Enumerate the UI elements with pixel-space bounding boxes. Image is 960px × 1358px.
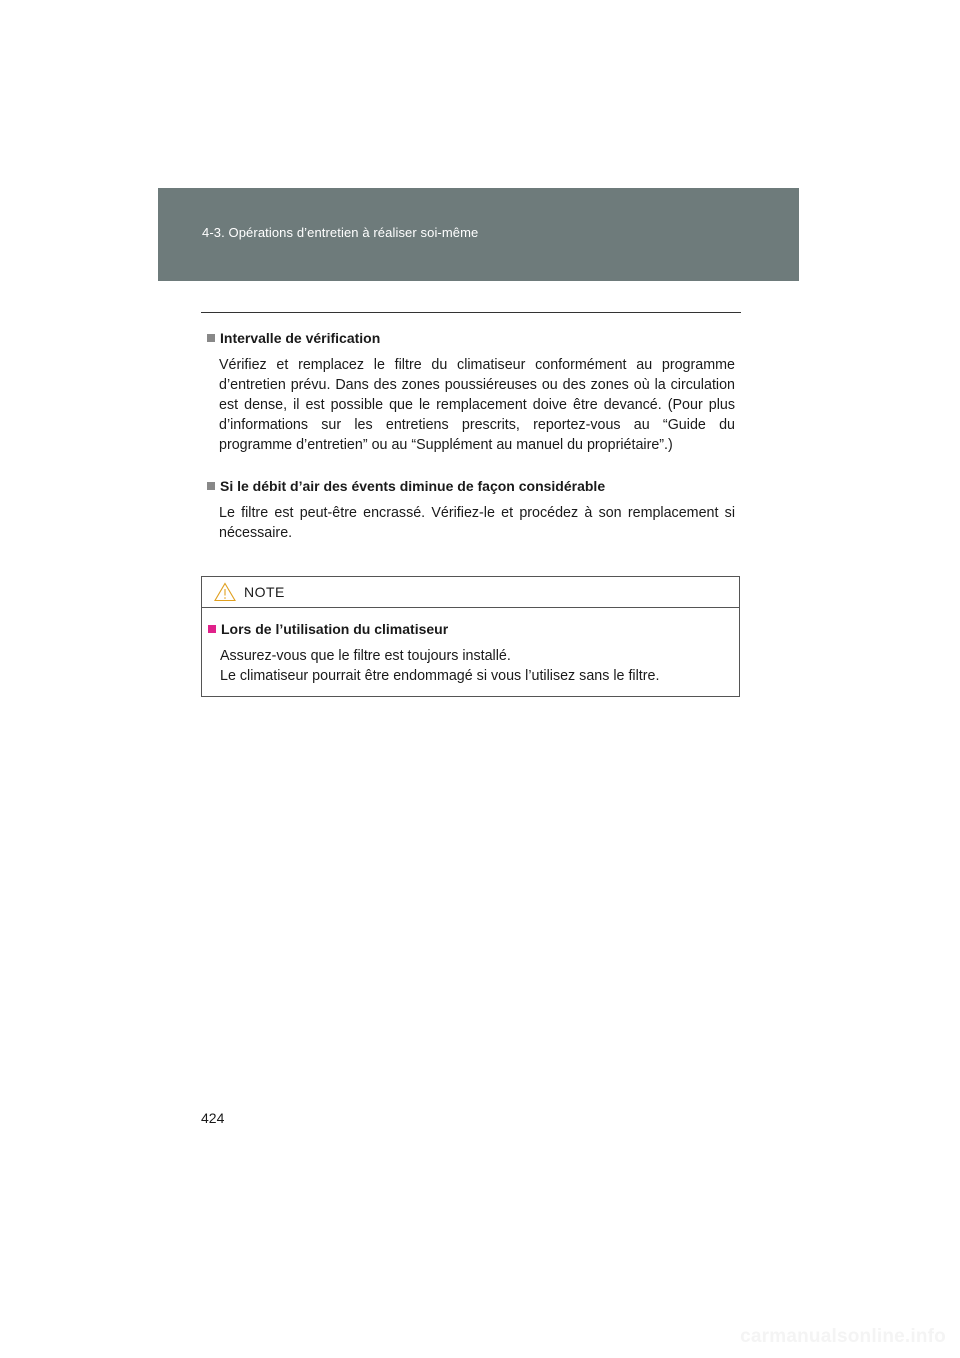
section-heading — [207, 329, 735, 347]
note-label: NOTE — [244, 584, 285, 600]
note-line: Assurez-vous que le filtre est toujours installé. — [220, 648, 511, 664]
watermark-logo: carmanualsonline.info — [740, 1326, 946, 1347]
section-debit-air — [207, 477, 735, 543]
section-paragraph: Le filtre est peut-être encrassé. Vérifiez-le et procédez à son remplacement si nécessaire. — [219, 505, 735, 541]
top-divider — [201, 312, 741, 313]
note-heading — [208, 620, 728, 638]
chapter-header-band — [158, 188, 799, 281]
note-line: Le climatiseur pourrait être endommagé si vous l’utilisez sans le filtre. — [220, 668, 660, 684]
note-box — [201, 576, 740, 697]
note-paragraph — [220, 646, 728, 686]
section-paragraph: Vérifiez et remplacez le filtre du climatiseur conformément au programme d’entretien prévu. Dans des zones poussiéreuses ou des zones où la circulation est dense, il est possible que le remplacement doive être devancé. (Pour plus d’informations sur les entretiens prescrits, reportez-vous au “Guide du programme d’entretien” ou au “Supplément au manuel du propriétaire”.) — [219, 357, 735, 453]
page-number: 424 — [201, 1110, 225, 1126]
section-intervalle — [207, 329, 735, 455]
section-heading — [207, 477, 735, 495]
note-heading-title: Lors de l’utilisation du climatiseur — [221, 621, 449, 637]
square-bullet-icon — [207, 334, 215, 342]
chapter-breadcrumb: 4-3. Opérations d’entretien à réaliser soi-même — [202, 225, 479, 240]
note-content — [208, 620, 728, 686]
section-title: Si le débit d’air des évents diminue de façon considérable — [220, 478, 606, 494]
note-header — [202, 577, 739, 608]
square-bullet-icon — [207, 482, 215, 490]
section-title: Intervalle de vérification — [220, 330, 381, 346]
warning-triangle-icon — [214, 582, 236, 602]
square-bullet-icon — [208, 625, 216, 633]
